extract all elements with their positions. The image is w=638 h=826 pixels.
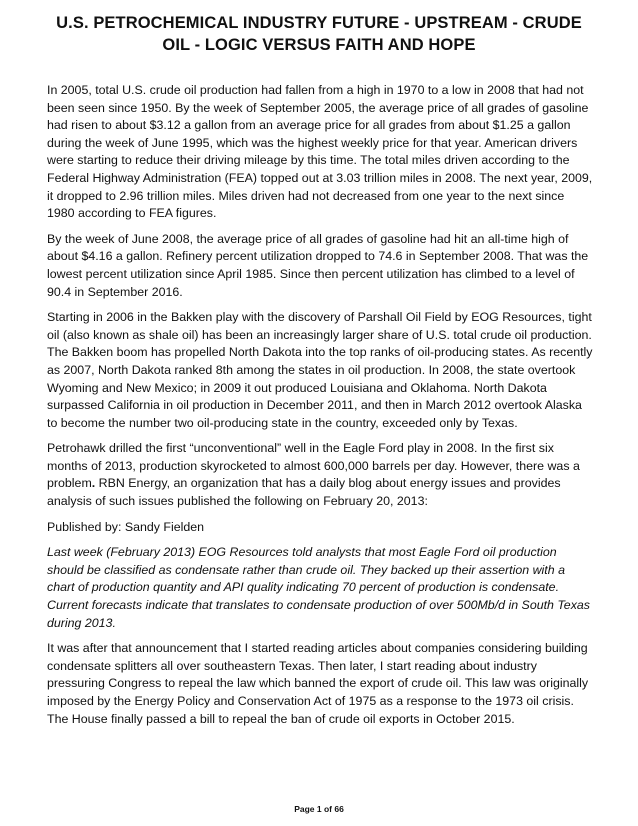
paragraph-7: It was after that announcement that I started reading articles about companies considering building condensate splitters all over southeastern Texas. Then later, I start reading about industry pressuring Congress to repeal the law which banned the export of crude oil. This law was originally imposed by the Energy Policy and Conservation Act of 1975 as a response to the 1973 oil crisis. The House finally passed a bill to repeal the ban of crude oil exports in October 2015. — [47, 641, 589, 726]
paragraph-4-bold-period: . — [91, 476, 96, 491]
paragraph-1: In 2005, total U.S. crude oil production had fallen from a high in 1970 to a low in 2008 that had not been seen since 1950. By the week of September 2005, the average price of all grades of gasoline had risen to about $3.12 a gallon from an average price for all grades from about $1.25 a gallon during the week of June 1995, which was the highest weekly price for that year. American drivers were starting to reduce their driving mileage by this time. The total miles driven according to the Federal Highway Administration (FEA) topped out at 3.03 trillion miles in 2008. The next year, 2009, it dropped to 2.96 trillion miles. Miles driven had not decreased from one year to the next since 1980 according to FEA figures. — [47, 83, 593, 221]
paragraph-published-by: Published by: Sandy Fielden — [47, 519, 205, 534]
document-body — [47, 82, 595, 736]
paragraph-4 — [47, 440, 595, 510]
paragraph-4-part-b: RBN Energy, an organization that has a daily blog about energy issues and provides analysis of such issues published the following on February 20, 2013: — [47, 476, 561, 509]
bakken-play-link[interactable]: Bakken play — [171, 310, 239, 325]
quote-paragraph: Last week (February 2013) EOG Resources told analysts that most Eagle Ford oil production should be classified as condensate rather than crude oil. They backed up their assertion with a chart of production quantity and API quality indicating 70 percent of production is condensate. Current forecasts indicate that translates to condensate production of over 500Mb/d in South Texas during 2013. — [47, 545, 590, 630]
parshall-oil-field-link[interactable]: Parshall Oil Field — [357, 310, 452, 325]
paragraph-3-part-b: with the discovery of — [238, 310, 358, 325]
paragraph-3-part-a: Starting in 2006 in the — [47, 310, 171, 325]
paragraph-4-part-a: Petrohawk drilled the first “unconventional” well in the Eagle Ford play in 2008. In the first six months of 2013, production skyrocketed to almost 600,000 barrels per day. However, there was a problem — [47, 441, 580, 491]
document-title: U.S. PETROCHEMICAL INDUSTRY FUTURE - UPSTREAM - CRUDE OIL - LOGIC VERSUS FAITH AND HOPE — [56, 14, 582, 54]
paragraph-3 — [47, 309, 595, 432]
paragraph-3-part-c: by EOG Resources, tight oil (also known as shale oil) has been an increasingly larger share of U.S. total crude oil production. The Bakken boom has propelled North Dakota into the top ranks of oil-producing states. As recently as 2007, North Dakota ranked 8th among the states in oil production. In 2008, the state overtook Wyoming and New Mexico; in 2009 it out produced Louisiana and Oklahoma. North Dakota surpassed California in oil production in December 2011, and then in March 2012 overtook Alaska to become the number two oil-producing state in the country, exceeded only by Texas. — [47, 310, 593, 430]
page-number: Page 1 of 66 — [294, 804, 344, 814]
paragraph-2: By the week of June 2008, the average price of all grades of gasoline had hit an all-time high of about $4.16 a gallon. Refinery percent utilization dropped to 74.6 in September 2008. That was the lowest percent utilization since April 1985. Since then percent utilization has climbed to a level of 90.4 in September 2016. — [47, 231, 589, 299]
